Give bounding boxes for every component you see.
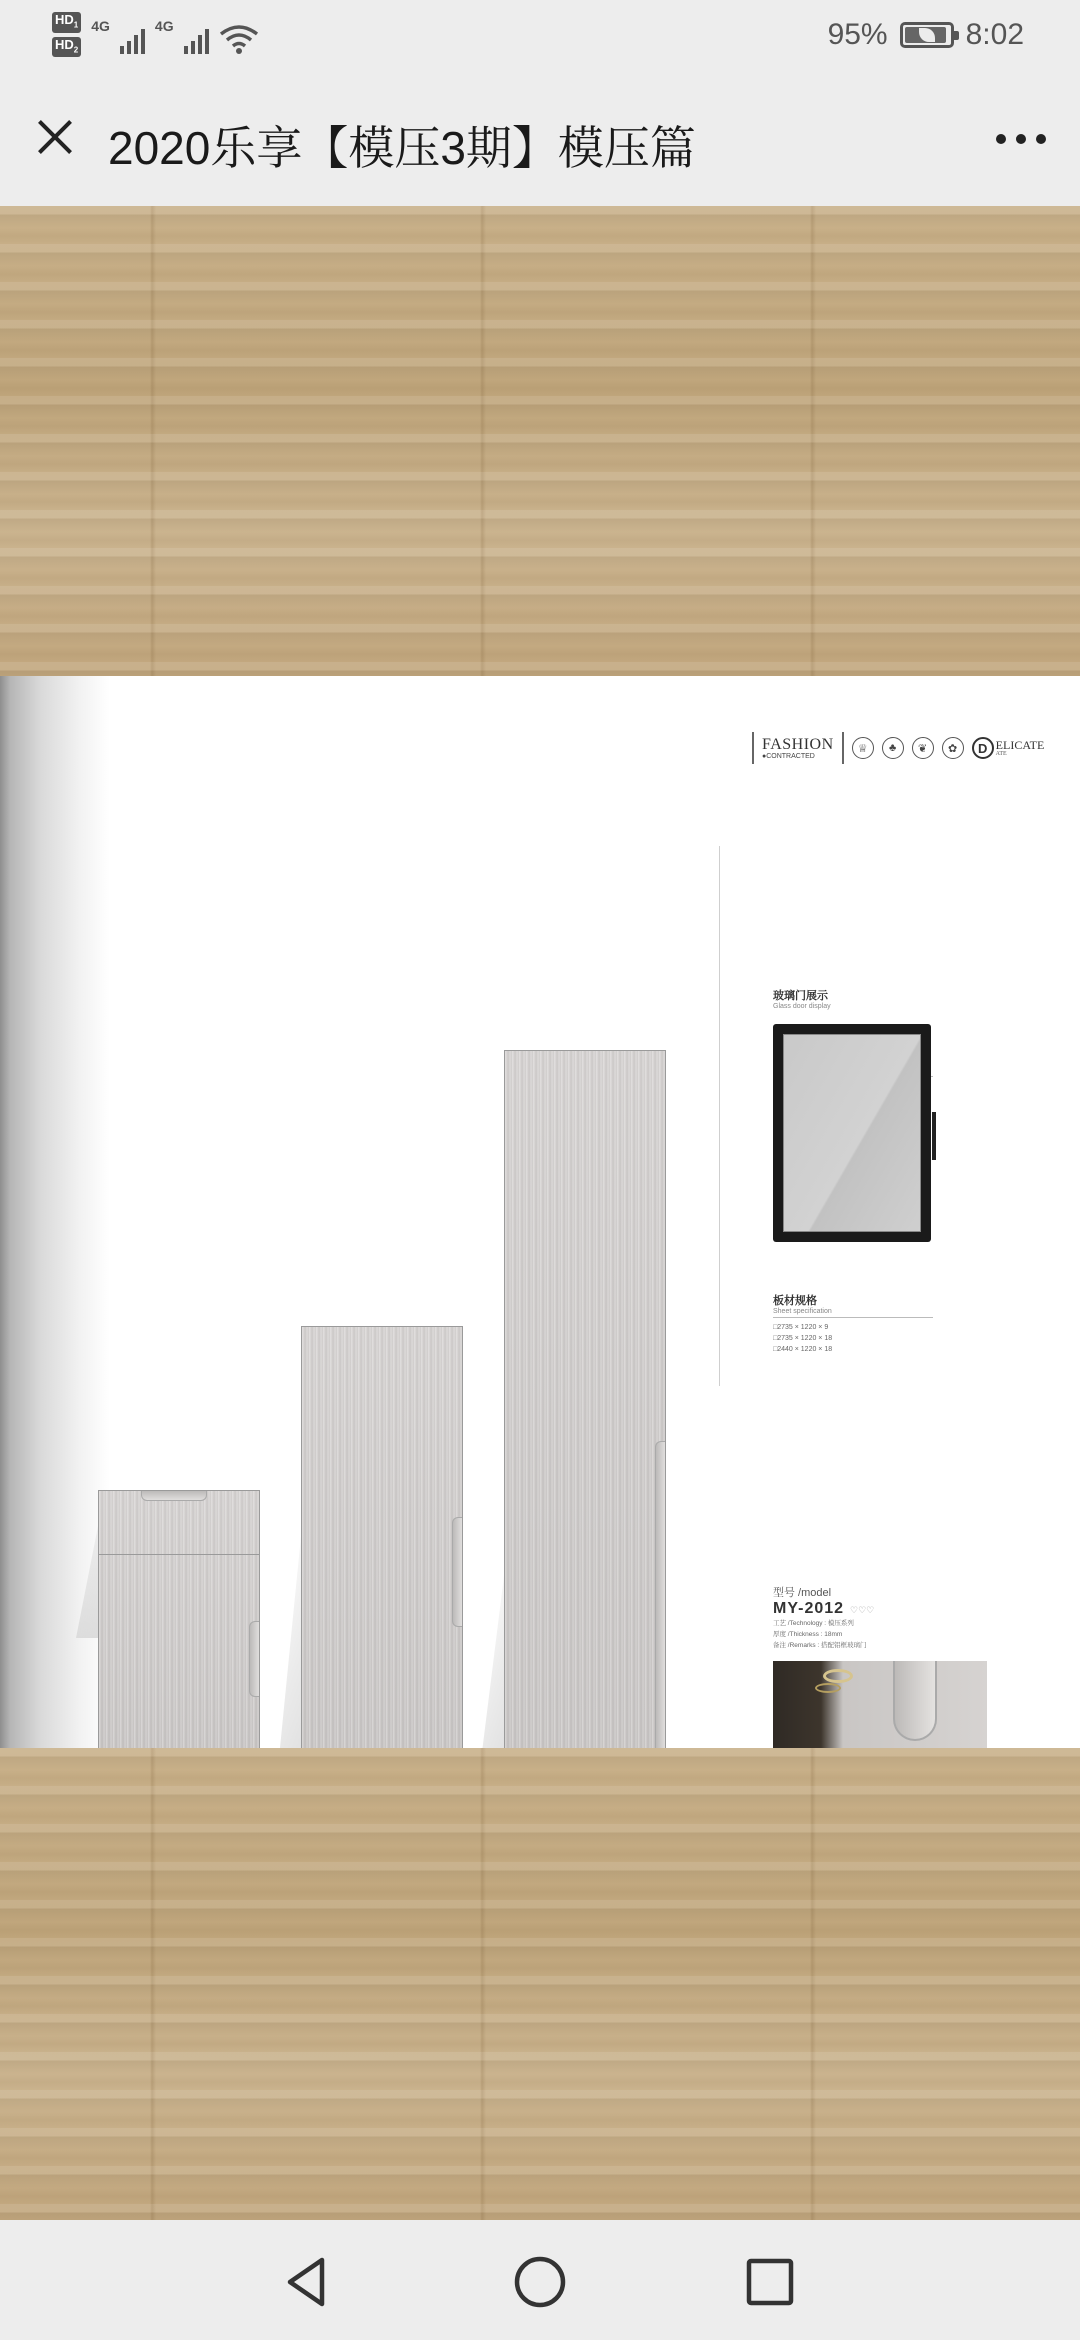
flower-badge-icon: ✿ [942,737,964,759]
sheet-spec-section: 板材规格 Sheet specification [773,1295,832,1315]
door-shadow-tall [480,1576,504,1768]
model-section [773,1584,874,1651]
fashion-logo: FASHION ●CONTRACTED [762,735,834,760]
wood-texture-image-top [0,206,1080,676]
close-icon[interactable] [30,112,80,162]
delicate-logo: D ELICATE ATE [972,737,1045,759]
signal-bars-1-icon [120,28,145,54]
model-technology: 工艺 /Technology : 模压系列 [773,1620,854,1627]
system-nav-bar [0,2220,1080,2340]
clock: 8:02 [965,18,1024,51]
wifi-icon [219,24,259,56]
home-circle-icon[interactable] [512,2254,568,2310]
more-dots-icon[interactable] [996,134,1046,144]
model-number: MY-2012 [773,1600,845,1617]
glass-door-section: 玻璃门展示 Glass door display [773,990,831,1010]
title-bar [0,72,1080,206]
column-divider [719,846,720,1386]
recent-square-icon[interactable] [742,2254,798,2310]
back-triangle-icon[interactable] [280,2254,336,2310]
model-label: 型号 /model [773,1587,832,1599]
page-title: 2020乐享【模压3期】模压篇 [108,122,696,174]
network-type-1: 4G [91,18,110,34]
sheet-spec-list [773,1322,832,1355]
sim2-hd-badge: $HD_2$ [52,37,81,58]
model-thickness: 厚度 /Thickness : 18mm [773,1631,843,1638]
cabinet-door-small [98,1490,260,1768]
catalog-page-image [0,676,1080,1748]
sim-badges [52,12,81,57]
status-right [828,18,1024,52]
rating-hearts: ♡♡♡ [850,1605,875,1615]
trophy-badge-icon: ♕ [852,737,874,759]
door-shadow-medium [278,1526,302,1768]
spec-item: □2735 × 1220 × 9 [773,1324,829,1331]
cabinet-door-medium [301,1326,463,1768]
battery-icon [900,22,954,48]
cabinet-door-tall [504,1050,666,1768]
article-content[interactable] [0,206,1080,2220]
model-remarks: 备注 /Remarks : 搭配铝框玻璃门 [773,1642,867,1649]
spec-item: □2440 × 1220 × 18 [773,1346,833,1353]
status-bar [0,0,1080,72]
battery-percent: 95% [827,18,888,51]
sim1-hd-badge: $HD_1$ [52,12,81,33]
signal-indicators [52,12,259,57]
signal-bars-2-icon [184,28,209,54]
wood-texture-image-bottom [0,1748,1080,2220]
glass-door-image [773,1024,931,1242]
spec-item: □2735 × 1220 × 18 [773,1335,833,1342]
tree-badge-icon: ♣ [882,737,904,759]
network-type-2: 4G [154,18,174,34]
leaf-badge-icon: ❦ [912,737,934,759]
brand-header [752,731,1044,765]
